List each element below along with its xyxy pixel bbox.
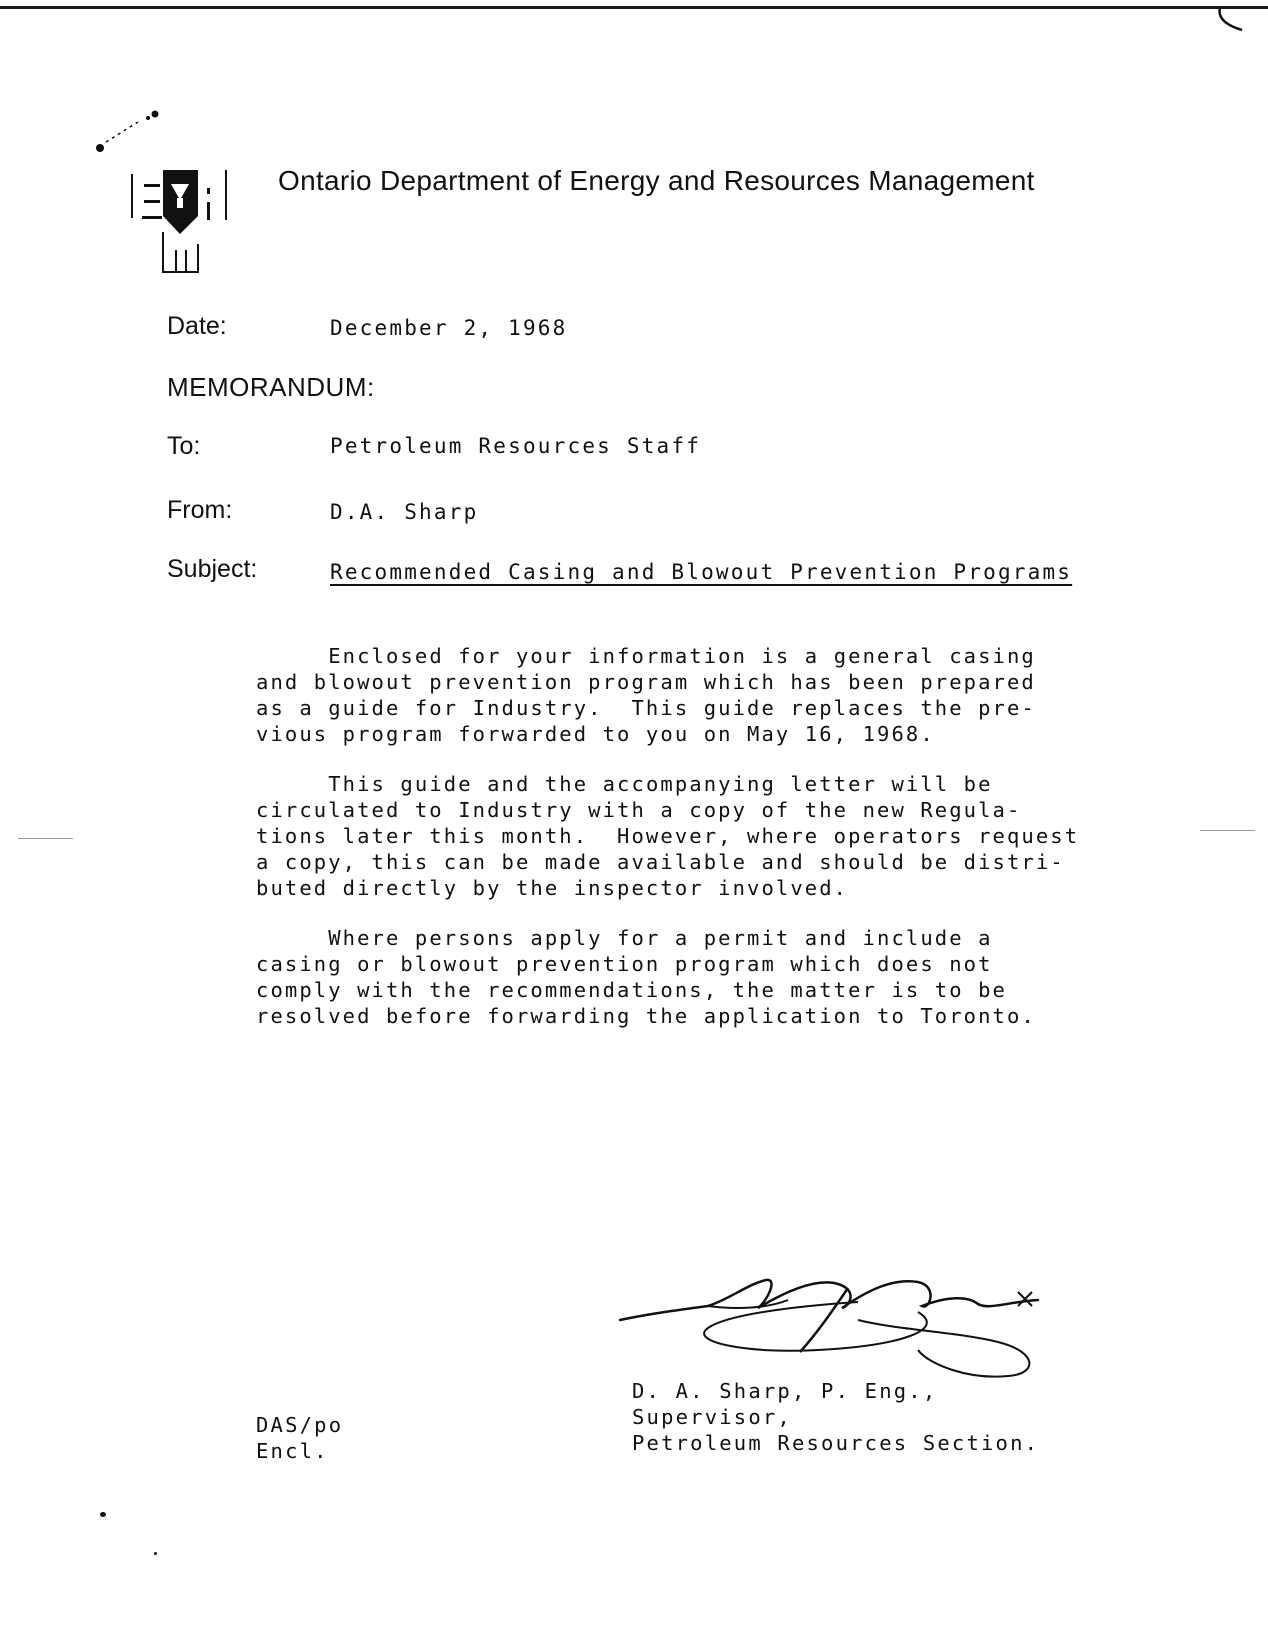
handwritten-signature-icon bbox=[618, 1270, 1078, 1390]
scan-speck-mark-icon bbox=[92, 108, 162, 158]
corner-scan-mark-icon bbox=[1216, 6, 1246, 34]
scan-edge-mark bbox=[18, 838, 73, 839]
signer-name: D. A. Sharp, P. Eng., bbox=[632, 1379, 938, 1403]
signer-section: Petroleum Resources Section. bbox=[632, 1431, 1040, 1455]
subject-label: Subject: bbox=[167, 555, 258, 583]
scan-speck-icon bbox=[100, 1512, 106, 1517]
signer-title: Supervisor, bbox=[632, 1405, 792, 1429]
from-label: From: bbox=[167, 496, 233, 524]
from-value: D.A. Sharp bbox=[330, 500, 479, 524]
typist-initials: DAS/po bbox=[256, 1413, 344, 1437]
to-value: Petroleum Resources Staff bbox=[330, 434, 702, 458]
scan-speck-icon bbox=[154, 1552, 157, 1555]
body-paragraph: This guide and the accompanying letter will be circulated to Industry with a copy of the new Regula- tions later this month. However, where operators request a copy, this can be made available and should be distri- buted directly by the inspector involved. bbox=[256, 772, 1080, 900]
memorandum-heading: MEMORANDUM: bbox=[167, 372, 375, 402]
scan-edge-mark bbox=[1200, 830, 1255, 831]
date-value: December 2, 1968 bbox=[330, 316, 568, 340]
subject-value: Recommended Casing and Blowout Prevention Programs bbox=[330, 560, 1073, 584]
enclosure-note: Encl. bbox=[256, 1439, 329, 1463]
signature-block bbox=[632, 1378, 1039, 1456]
reference-block bbox=[256, 1412, 343, 1464]
body-paragraph: Enclosed for your information is a general casing and blowout prevention program which has been prepared as a guide for Industry. This guide replaces the pre- vious program forwarded to you on May 16, 1968. bbox=[256, 644, 1036, 746]
memo-body bbox=[256, 643, 1116, 1053]
department-title: Ontario Department of Energy and Resources Management bbox=[278, 165, 1035, 196]
top-edge-rule bbox=[0, 6, 1268, 9]
body-paragraph: Where persons apply for a permit and include a casing or blowout prevention program which does not comply with the recommendations, the matter is to be resolved before forwarding the application to Toronto. bbox=[256, 926, 1036, 1028]
to-label: To: bbox=[167, 432, 201, 460]
ontario-trillium-logo-icon bbox=[130, 170, 245, 275]
date-label: Date: bbox=[167, 312, 227, 340]
